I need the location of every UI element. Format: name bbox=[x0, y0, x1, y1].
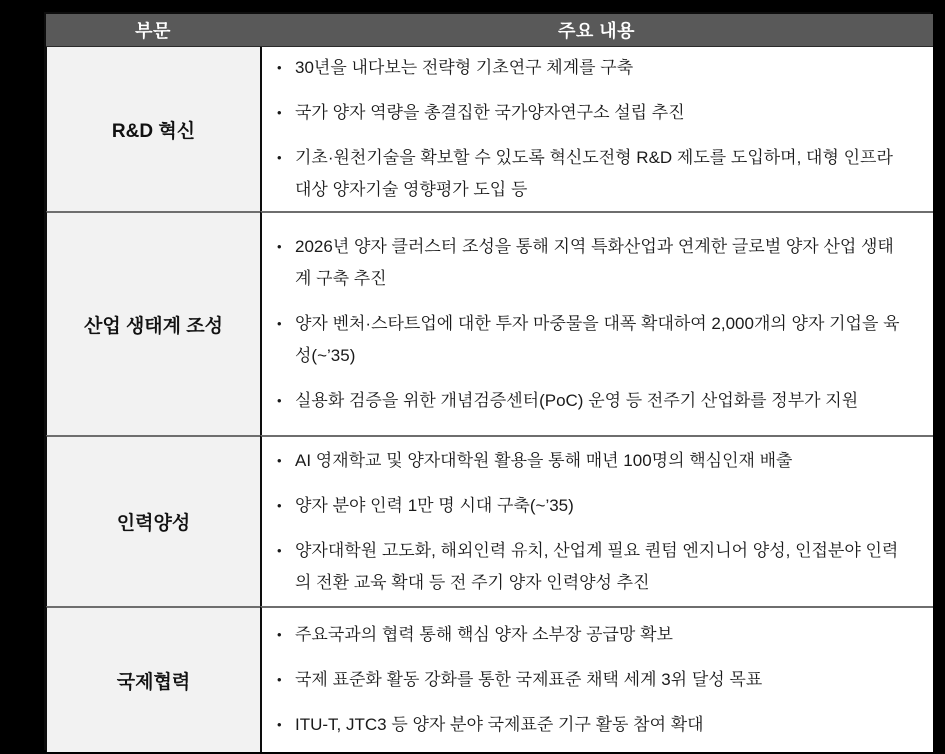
bullet-icon: • bbox=[277, 316, 282, 331]
bullet-list bbox=[262, 445, 907, 599]
column-header-category: 부문 bbox=[46, 14, 260, 47]
column-header-content: 주요 내용 bbox=[260, 14, 933, 47]
bullet-item bbox=[262, 490, 907, 522]
bullet-item bbox=[262, 664, 907, 696]
row-label-talent-development: 인력양성 bbox=[46, 435, 260, 606]
row-label-international-cooperation: 국제협력 bbox=[46, 606, 260, 752]
bullet-item bbox=[262, 385, 907, 417]
bullet-icon: • bbox=[277, 717, 282, 732]
bullet-icon: • bbox=[277, 672, 282, 687]
row-label-rnd-innovation: R&D 혁신 bbox=[46, 47, 260, 211]
bullet-item bbox=[262, 142, 907, 206]
bullet-text: 실용화 검증을 위한 개념검증센터(PoC) 운영 등 전주기 산업화를 정부가 지원 bbox=[295, 391, 859, 410]
bullet-item bbox=[262, 445, 907, 477]
bullet-text: AI 영재학교 및 양자대학원 활용을 통해 매년 100명의 핵심인재 배출 bbox=[295, 450, 793, 470]
row-content-rnd-innovation bbox=[260, 47, 933, 211]
bullet-list bbox=[262, 619, 907, 741]
bullet-text: 30년을 내다보는 전략형 기초연구 체계를 구축 bbox=[295, 58, 634, 77]
bullet-text: 2026년 양자 클러스터 조성을 통해 지역 특화산업과 연계한 글로벌 양자 산업 생태계 구축 추진 bbox=[295, 237, 894, 288]
row-label-industry-ecosystem: 산업 생태계 조성 bbox=[46, 211, 260, 435]
bullet-text: 양자 벤처·스타트업에 대한 투자 마중물을 대폭 확대하여 2,000개의 양자 기업을 육성(~’35) bbox=[295, 314, 900, 365]
bullet-icon: • bbox=[277, 239, 282, 254]
bullet-text: 국가 양자 역량을 총결집한 국가양자연구소 설립 추진 bbox=[295, 103, 685, 122]
bullet-icon: • bbox=[277, 393, 282, 408]
bullet-text: 양자대학원 고도화, 해외인력 유치, 산업계 필요 퀀텀 엔지니어 양성, 인접분야 인력의 전환 교육 확대 등 전 주기 양자 인력양성 추진 bbox=[295, 540, 899, 592]
row-content-international-cooperation bbox=[260, 606, 933, 752]
bullet-item bbox=[262, 535, 907, 599]
bullet-text: ITU-T, JTC3 등 양자 분야 국제표준 기구 활동 참여 확대 bbox=[295, 715, 704, 734]
bullet-item bbox=[262, 619, 907, 651]
bullet-item bbox=[262, 308, 907, 372]
bullet-item bbox=[262, 709, 907, 741]
bullet-icon: • bbox=[277, 542, 282, 558]
bullet-icon: • bbox=[277, 452, 282, 468]
bullet-icon: • bbox=[277, 150, 282, 165]
bullet-list bbox=[262, 231, 907, 417]
bullet-item bbox=[262, 52, 907, 84]
bullet-list bbox=[262, 52, 907, 206]
row-content-industry-ecosystem bbox=[260, 211, 933, 435]
summary-table bbox=[44, 12, 931, 750]
row-content-talent-development bbox=[260, 435, 933, 606]
bullet-icon: • bbox=[277, 105, 282, 120]
bullet-text: 양자 분야 인력 1만 명 시대 구축(~’35) bbox=[295, 495, 574, 515]
bullet-item bbox=[262, 231, 907, 295]
bullet-icon: • bbox=[277, 627, 282, 642]
bullet-text: 국제 표준화 활동 강화를 통한 국제표준 채택 세계 3위 달성 목표 bbox=[295, 670, 763, 689]
bullet-icon: • bbox=[277, 60, 282, 75]
bullet-text: 주요국과의 협력 통해 핵심 양자 소부장 공급망 확보 bbox=[295, 625, 673, 644]
bullet-text: 기초·원천기술을 확보할 수 있도록 혁신도전형 R&D 제도를 도입하며, 대형 인프라 대상 양자기술 영향평가 도입 등 bbox=[295, 148, 893, 199]
bullet-icon: • bbox=[277, 497, 282, 513]
bullet-item bbox=[262, 97, 907, 129]
